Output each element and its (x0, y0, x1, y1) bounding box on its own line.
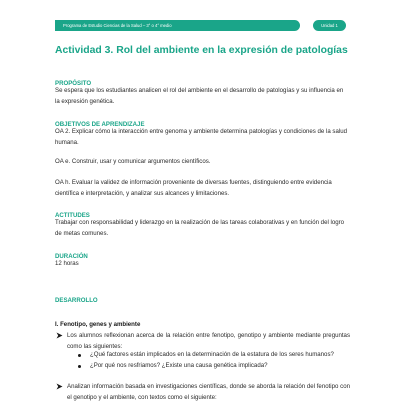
objetivo-oah: OA h. Evaluar la validez de información proveniente de diversas fuentes, distinguiendo entre evidencia científica e interpretación, y analizar sus alcances y limitaciones. (55, 179, 332, 197)
proposito-heading: PROPÓSITO (55, 80, 92, 87)
desarrollo-point-1: Los alumnos reflexionan acerca de la relación entre fenotipo, genotipo y ambiente mediante preguntas como las siguientes: (67, 332, 350, 350)
bullet-dot (78, 354, 81, 357)
objetivos-heading: OBJETIVOS DE APRENDIZAJE (55, 121, 145, 128)
actitudes-text: Trabajar con responsabilidad y liderazgo en la realización de las tareas colaborativas y en función del logro de metas comunes. (55, 219, 345, 237)
arrow-bullet-icon (56, 332, 63, 339)
unit-badge: Unidad 1 (313, 20, 346, 31)
actitudes-heading: ACTITUDES (55, 212, 90, 219)
program-header: Programa de Estudio Ciencias de la Salud – 3° o 4° medio (55, 20, 300, 31)
question-resfriado: ¿Por qué nos resfriamos? ¿Existe una causa genética implicada? (90, 362, 268, 369)
duracion-text: 12 horas (55, 260, 79, 267)
desarrollo-heading: DESARROLLO (55, 297, 98, 304)
bullet-dot (78, 365, 81, 368)
objetivo-oa2: OA 2. Explicar cómo la interacción entre genoma y ambiente determina patologías y condiciones de la salud humana. (55, 128, 347, 146)
arrow-bullet-icon (56, 383, 63, 390)
duracion-heading: DURACIÓN (55, 253, 88, 260)
fenotipo-subheading: I. Fenotipo, genes y ambiente (55, 321, 141, 328)
question-estatura: ¿Qué factores están implicados en la determinación de la estatura de los seres humanos? (90, 351, 334, 358)
objetivo-oae: OA e. Construir, usar y comunicar argumentos científicos. (55, 158, 211, 165)
proposito-text: Se espera que los estudiantes analicen el rol del ambiente en el desarrollo de patologías y su influencia en la expresión genética. (55, 87, 344, 105)
activity-title: Actividad 3. Rol del ambiente en la expresión de patologías (55, 45, 348, 56)
desarrollo-point-2: Analizan información basada en investigaciones científicas, donde se aborda la relación del fenotipo con el genotipo y el ambiente, con textos como el siguiente: (67, 383, 350, 401)
